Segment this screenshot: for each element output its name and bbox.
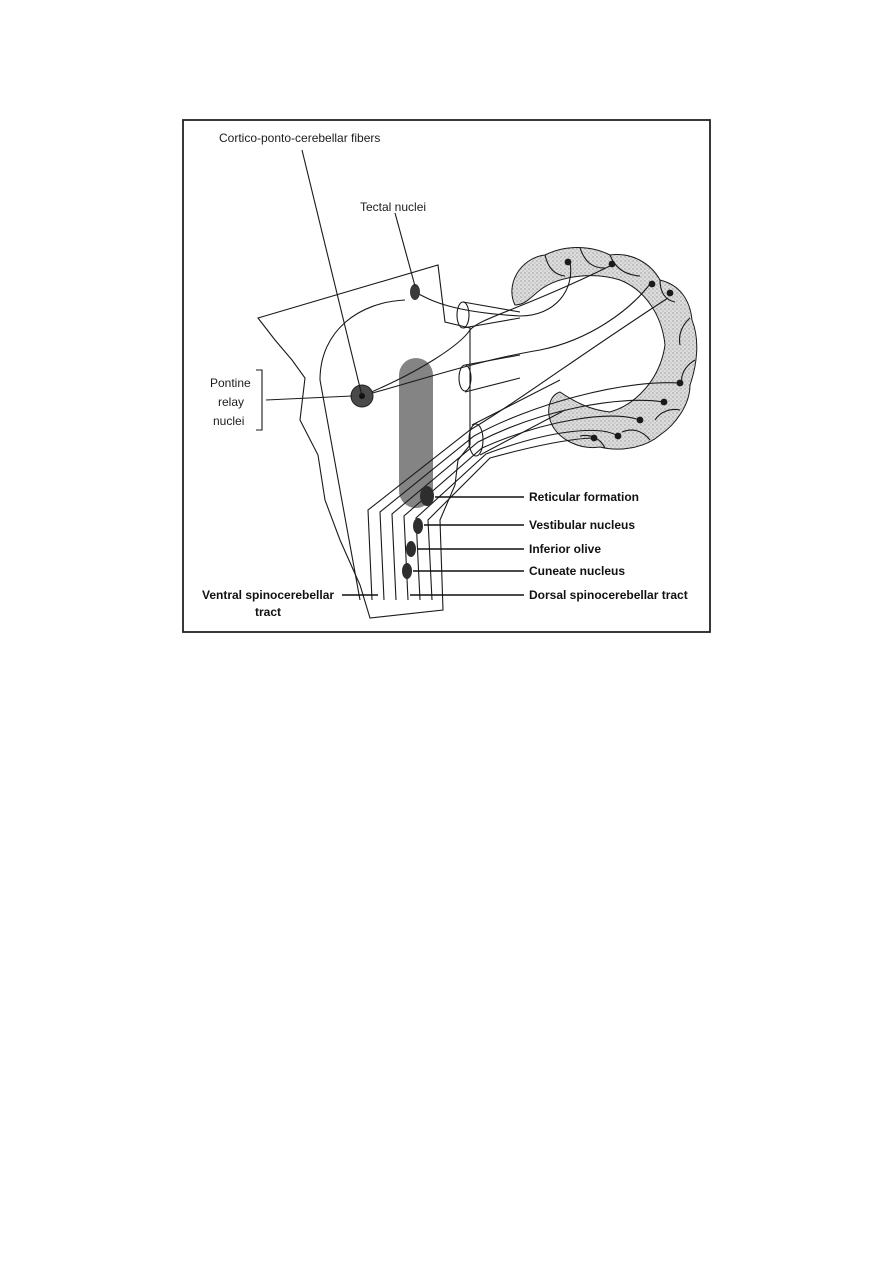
label-tectal-nuclei: Tectal nuclei: [360, 200, 427, 214]
label-cortico-ponto-cerebellar: Cortico-ponto-cerebellar fibers: [219, 131, 381, 145]
label-inferior-olive: Inferior olive: [529, 542, 602, 556]
tectal-nucleus: [410, 284, 420, 300]
label-pontine: Pontine: [210, 376, 251, 390]
label-vestibular-nucleus: Vestibular nucleus: [529, 518, 636, 532]
label-relay: relay: [218, 395, 245, 409]
label-cuneate-nucleus: Cuneate nucleus: [529, 564, 626, 578]
cortical-cell: [667, 290, 674, 297]
cuneate-nucleus-shape: [402, 563, 412, 579]
label-reticular-formation: Reticular formation: [529, 490, 640, 504]
label-dorsal-spinocerebellar-tract: Dorsal spinocerebellar tract: [529, 588, 688, 602]
label-ventral-tract: tract: [255, 605, 282, 619]
label-nuclei: nuclei: [213, 414, 245, 428]
vestibular-nucleus-shape: [413, 518, 423, 534]
inferior-olive-shape: [406, 541, 416, 557]
reticular-nucleus: [420, 486, 434, 506]
label-ventral-spinocerebellar: Ventral spinocerebellar: [202, 588, 335, 602]
